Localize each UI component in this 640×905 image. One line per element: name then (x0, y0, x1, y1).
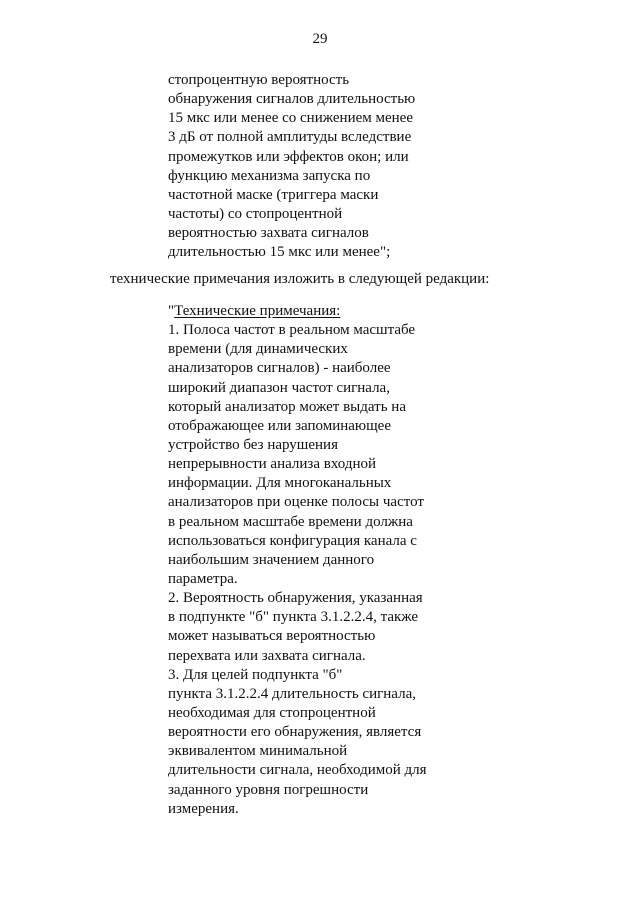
notes-heading-line (168, 302, 427, 321)
text-line: необходимая для стопроцентной (168, 704, 376, 721)
text-line: наибольшим значением данного (168, 551, 375, 568)
text-line: измерения. (168, 800, 239, 817)
text-line: использоваться конфигурация канала с (168, 532, 417, 549)
text-line: эквивалентом минимальной (168, 743, 348, 760)
text-line: анализаторов сигналов) - наиболее (168, 360, 391, 377)
text-line: обнаружения сигналов длительностью (168, 91, 416, 108)
text-line: промежутков или эффектов окон; или (168, 148, 409, 165)
text-line: заданного уровня погрешности (168, 781, 369, 798)
text-line: информации. Для многоканальных (168, 475, 392, 492)
text-line: времени (для динамических (168, 341, 348, 358)
text-line: параметра. (168, 570, 238, 587)
opening-quote: " (168, 303, 175, 319)
text-line: может называться вероятностью (168, 628, 376, 645)
text-line: вероятности его обнаружения, является (168, 724, 422, 741)
text-line: перехвата или захвата сигнала. (168, 647, 366, 664)
text-line: стопроцентную вероятность (168, 72, 350, 88)
text-line: 3. Для целей подпункта "б" (168, 666, 343, 683)
text-line: в реальном масштабе времени должна (168, 513, 413, 530)
text-line: 2. Вероятность обнаружения, указанная (168, 590, 423, 607)
text-line: отображающее или запоминающее (168, 417, 391, 434)
text-line: который анализатор может выдать на (168, 398, 406, 415)
text-line: длительности сигнала, необходимой для (168, 762, 427, 779)
intro-line: технические примечания изложить в следующей редакции: (110, 271, 490, 287)
text-line: анализаторов при оценке полосы частот (168, 494, 424, 511)
text-line: широкий диапазон частот сигнала, (168, 379, 390, 396)
quote-block-1 (168, 71, 415, 262)
text-line: 3 дБ от полной амплитуды вследствие (168, 129, 412, 146)
text-line: в подпункте "б" пункта 3.1.2.2.4, также (168, 609, 419, 626)
text-line: устройство без нарушения (168, 436, 338, 453)
quote-block-2 (168, 302, 427, 819)
text-line: 1. Полоса частот в реальном масштабе (168, 322, 416, 339)
text-line: функцию механизма запуска по (168, 167, 371, 184)
text-line: непрерывности анализа входной (168, 456, 377, 473)
text-line: частоты) со стопроцентной (168, 205, 343, 222)
text-line: 15 мкс или менее со снижением менее (168, 110, 413, 127)
text-line: частотной маске (триггера маски (168, 186, 379, 203)
notes-heading: Технические примечания: (174, 303, 341, 319)
text-line: длительностью 15 мкс или менее"; (168, 244, 391, 261)
page-number: 29 (312, 31, 328, 47)
text-line: вероятностью захвата сигналов (168, 225, 369, 242)
text-line: пункта 3.1.2.2.4 длительность сигнала, (168, 685, 416, 702)
